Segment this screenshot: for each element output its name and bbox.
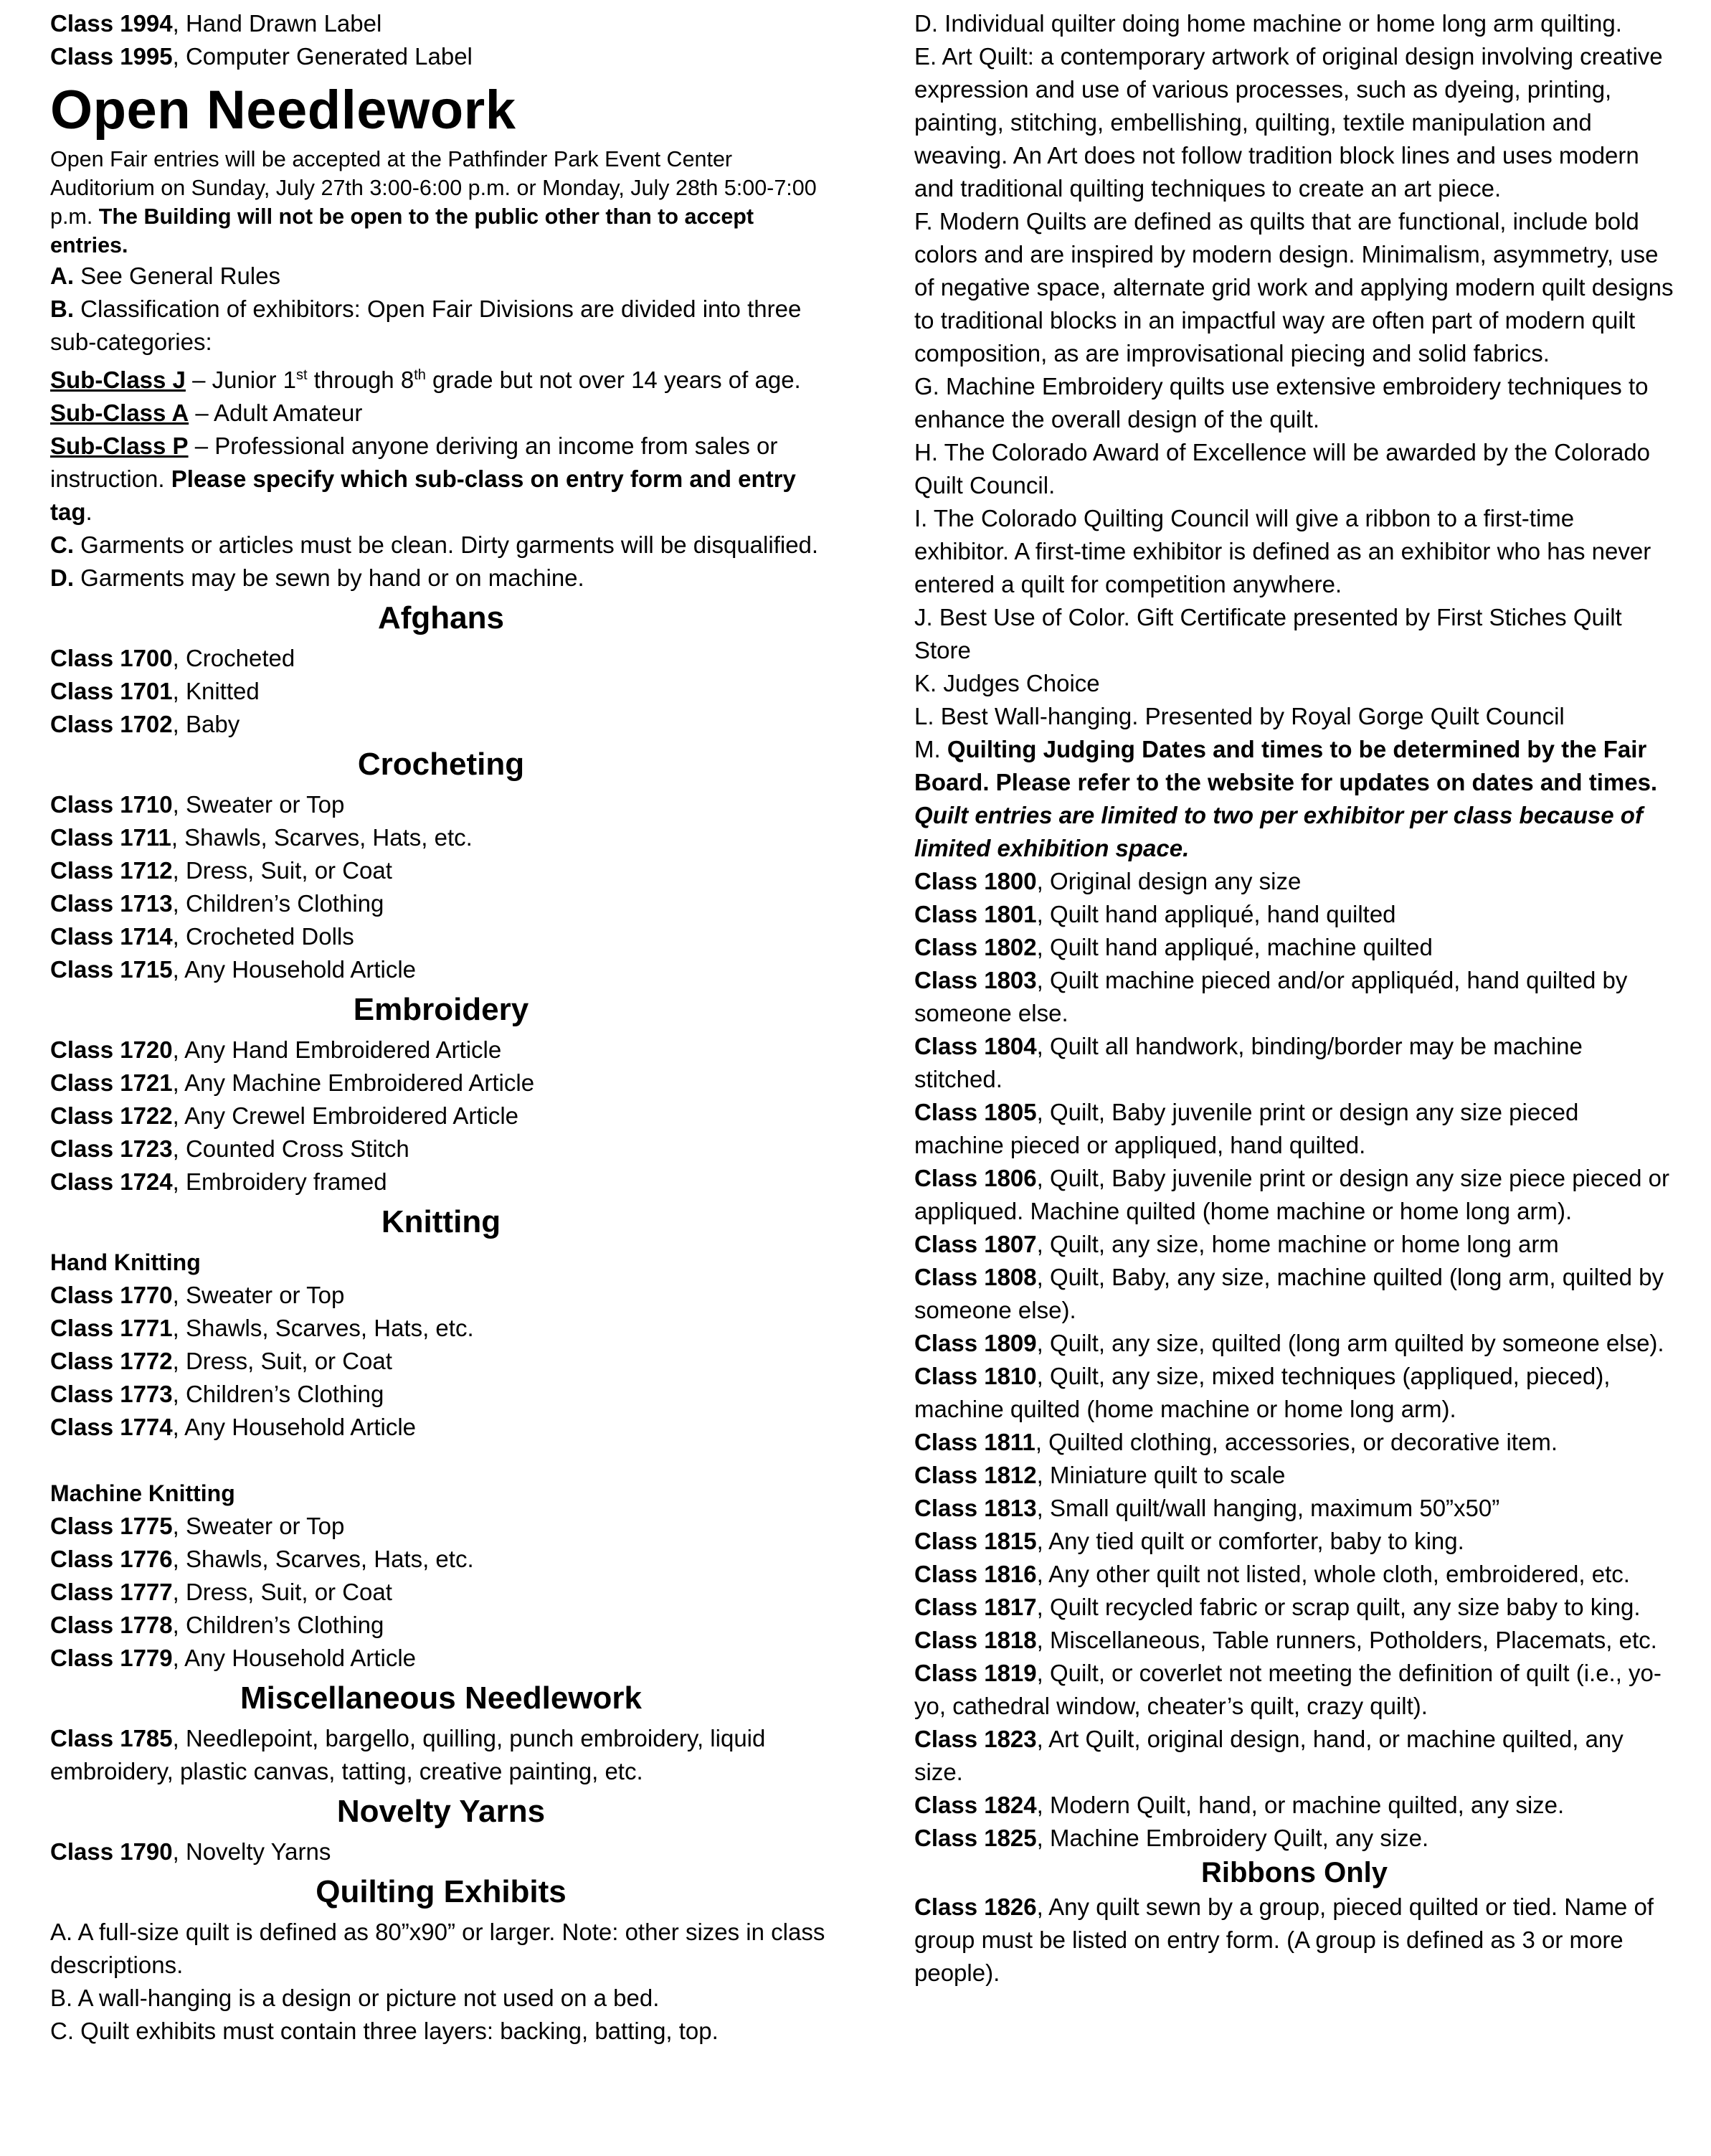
class-line: Class 1805, Quilt, Baby juvenile print or design any size pieced machine pieced or appliqued, hand quilted.: [914, 1099, 1579, 1158]
class-line: Class 1722, Any Crewel Embroidered Article: [50, 1102, 519, 1129]
sub-class-p: Sub-Class P – Professional anyone deriving an income from sales or instruction. Please specify which sub-class on entry form and entry tag.: [50, 432, 796, 525]
section-heading-quilting: Quilting Exhibits: [316, 1874, 567, 1909]
class-line: Class 1772, Dress, Suit, or Coat: [50, 1348, 392, 1374]
class-line: Class 1818, Miscellaneous, Table runners, Potholders, Placemats, etc.: [914, 1627, 1657, 1653]
class-line: Class 1811, Quilted clothing, accessories, or decorative item.: [914, 1429, 1558, 1455]
class-line: Class 1819, Quilt, or coverlet not meeting the definition of quilt (i.e., yo-yo, cathedral window, cheater’s quilt, crazy quilt).: [914, 1660, 1662, 1719]
sub-class-a: Sub-Class A – Adult Amateur: [50, 399, 363, 426]
quilt-rule-j: J. Best Use of Color. Gift Certificate presented by First Stiches Quilt Store: [914, 604, 1622, 663]
class-line: Class 1801, Quilt hand appliqué, hand quilted: [914, 901, 1396, 927]
class-line: Class 1802, Quilt hand appliqué, machine quilted: [914, 934, 1433, 960]
class-line: Class 1825, Machine Embroidery Quilt, any size.: [914, 1825, 1429, 1851]
class-line: Class 1815, Any tied quilt or comforter, baby to king.: [914, 1528, 1464, 1554]
class-line: Class 1701, Knitted: [50, 678, 260, 704]
class-line: Class 1826, Any quilt sewn by a group, pieced quilted or tied. Name of group must be listed on entry form. (A group is defined as 3 or more people).: [914, 1893, 1654, 1986]
intro-paragraph: Open Fair entries will be accepted at the Pathfinder Park Event Center Auditorium on Sunday, July 27th 3:00-6:00 p.m. or Monday, July 28th 5:00-7:00 p.m. The Building will not be open to the public other than to accept entries.: [50, 147, 817, 257]
class-line: Class 1995, Computer Generated Label: [50, 43, 473, 70]
sub-class-j: Sub-Class J – Junior 1st through 8th grade but not over 14 years of age.: [50, 367, 801, 393]
class-line: Class 1721, Any Machine Embroidered Article: [50, 1069, 535, 1096]
quilt-rule-f: F. Modern Quilts are defined as quilts that are functional, include bold colors and are inspired by modern design. Minimalism, asymmetry, use of negative space, alternate grid work and applying modern quilt designs to traditional blocks in an impactful way are often part of modern quilt composition, as are improvisational piecing and solid fabrics.: [914, 208, 1674, 367]
quilt-rule-b: B. A wall-hanging is a design or picture not used on a bed.: [50, 1985, 660, 2011]
section-heading-afghans: Afghans: [378, 600, 504, 635]
left-column: [50, 7, 832, 2048]
class-line: Class 1813, Small quilt/wall hanging, maximum 50”x50”: [914, 1495, 1500, 1521]
right-column: [914, 7, 1674, 1990]
class-line: Class 1714, Crocheted Dolls: [50, 923, 354, 950]
class-line: Class 1807, Quilt, any size, home machine or home long arm: [914, 1231, 1559, 1257]
class-line: Class 1823, Art Quilt, original design, hand, or machine quilted, any size.: [914, 1726, 1624, 1785]
class-line: Class 1804, Quilt all handwork, binding/border may be machine stitched.: [914, 1033, 1583, 1092]
class-line: Class 1700, Crocheted: [50, 645, 295, 671]
class-line: Class 1816, Any other quilt not listed, whole cloth, embroidered, etc.: [914, 1561, 1630, 1587]
quilt-rule-c: C. Quilt exhibits must contain three layers: backing, batting, top.: [50, 2018, 719, 2044]
section-heading-ribbons: Ribbons Only: [1201, 1857, 1388, 1888]
rule-c: C. Garments or articles must be clean. Dirty garments will be disqualified.: [50, 531, 819, 558]
class-line: Class 1702, Baby: [50, 711, 240, 737]
class-line: Class 1810, Quilt, any size, mixed techniques (appliqued, pieced), machine quilted (home machine or home long arm).: [914, 1363, 1611, 1422]
quilt-rule-d: D. Individual quilter doing home machine or home long arm quilting.: [914, 10, 1622, 37]
class-line: Class 1771, Shawls, Scarves, Hats, etc.: [50, 1315, 474, 1341]
subheading-hand-knitting: Hand Knitting: [50, 1249, 201, 1275]
class-line: Class 1785, Needlepoint, bargello, quilling, punch embroidery, liquid embroidery, plastic canvas, tatting, creative painting, etc.: [50, 1725, 766, 1784]
quilt-rule-a: A. A full-size quilt is defined as 80”x90” or larger. Note: other sizes in class descriptions.: [50, 1919, 825, 1978]
class-line: Class 1812, Miniature quilt to scale: [914, 1462, 1286, 1488]
class-line: Class 1711, Shawls, Scarves, Hats, etc.: [50, 824, 473, 851]
quilt-rule-l: L. Best Wall-hanging. Presented by Royal Gorge Quilt Council: [914, 703, 1565, 729]
section-heading-misc: Miscellaneous Needlework: [240, 1680, 642, 1716]
quilt-rule-e: E. Art Quilt: a contemporary artwork of original design involving creative expression and use of various processes, such as dyeing, printing, painting, stitching, embellishing, quilting, textile manipulation and weaving. An Art does not follow tradition block lines and uses modern and traditional quilting techniques to create an art piece.: [914, 43, 1663, 202]
class-line: Class 1712, Dress, Suit, or Coat: [50, 857, 392, 884]
class-line: Class 1723, Counted Cross Stitch: [50, 1135, 409, 1162]
class-line: Class 1713, Children’s Clothing: [50, 890, 384, 917]
class-line: Class 1994, Hand Drawn Label: [50, 10, 382, 37]
class-line: Class 1773, Children’s Clothing: [50, 1381, 384, 1407]
class-line: Class 1724, Embroidery framed: [50, 1168, 387, 1195]
class-line: Class 1806, Quilt, Baby juvenile print or design any size piece pieced or appliqued. Machine quilted (home machine or home long arm).: [914, 1165, 1669, 1224]
section-heading-knitting: Knitting: [381, 1204, 501, 1239]
rule-a: A. See General Rules: [50, 263, 280, 289]
class-line: Class 1803, Quilt machine pieced and/or appliquéd, hand quilted by someone else.: [914, 967, 1628, 1026]
quilt-rule-h: H. The Colorado Award of Excellence will be awarded by the Colorado Quilt Council.: [914, 439, 1651, 498]
class-line: Class 1774, Any Household Article: [50, 1414, 417, 1440]
class-line: Class 1777, Dress, Suit, or Coat: [50, 1579, 392, 1605]
class-line: Class 1779, Any Household Article: [50, 1645, 417, 1671]
class-line: Class 1775, Sweater or Top: [50, 1513, 345, 1539]
class-line: Class 1778, Children’s Clothing: [50, 1612, 384, 1638]
class-line: Class 1808, Quilt, Baby, any size, machine quilted (long arm, quilted by someone else).: [914, 1264, 1664, 1323]
page-title: Open Needlework: [50, 80, 516, 141]
class-line: Class 1720, Any Hand Embroidered Article: [50, 1036, 502, 1063]
class-line: Class 1800, Original design any size: [914, 868, 1302, 894]
section-heading-embroidery: Embroidery: [353, 992, 529, 1027]
rule-d: D. Garments may be sewn by hand or on machine.: [50, 564, 584, 591]
class-line: Class 1715, Any Household Article: [50, 956, 417, 983]
quilt-rule-m: M. Quilting Judging Dates and times to be determined by the Fair Board. Please refer to the website for updates on dates and times.: [914, 736, 1658, 795]
class-line: Class 1790, Novelty Yarns: [50, 1838, 331, 1865]
entry-limit-note: Quilt entries are limited to two per exhibitor per class because of limited exhibition space.: [914, 802, 1643, 861]
section-heading-crocheting: Crocheting: [357, 747, 525, 782]
quilt-rule-k: K. Judges Choice: [914, 670, 1100, 696]
class-line: Class 1809, Quilt, any size, quilted (long arm quilted by someone else).: [914, 1330, 1664, 1356]
class-line: Class 1710, Sweater or Top: [50, 791, 345, 818]
rule-b: B. Classification of exhibitors: Open Fair Divisions are divided into three sub-categories:: [50, 295, 802, 355]
subheading-machine-knitting: Machine Knitting: [50, 1480, 235, 1506]
section-heading-novelty: Novelty Yarns: [336, 1794, 546, 1829]
class-line: Class 1824, Modern Quilt, hand, or machine quilted, any size.: [914, 1792, 1565, 1818]
class-line: Class 1776, Shawls, Scarves, Hats, etc.: [50, 1546, 474, 1572]
quilt-rule-i: I. The Colorado Quilting Council will give a ribbon to a first-time exhibitor. A first-time exhibitor is defined as an exhibitor who has never entered a quilt for competition anywhere.: [914, 505, 1651, 597]
spacer: [50, 1444, 832, 1477]
class-line: Class 1770, Sweater or Top: [50, 1282, 345, 1308]
quilt-rule-g: G. Machine Embroidery quilts use extensive embroidery techniques to enhance the overall design of the quilt.: [914, 373, 1649, 432]
class-line: Class 1817, Quilt recycled fabric or scrap quilt, any size baby to king.: [914, 1594, 1641, 1620]
